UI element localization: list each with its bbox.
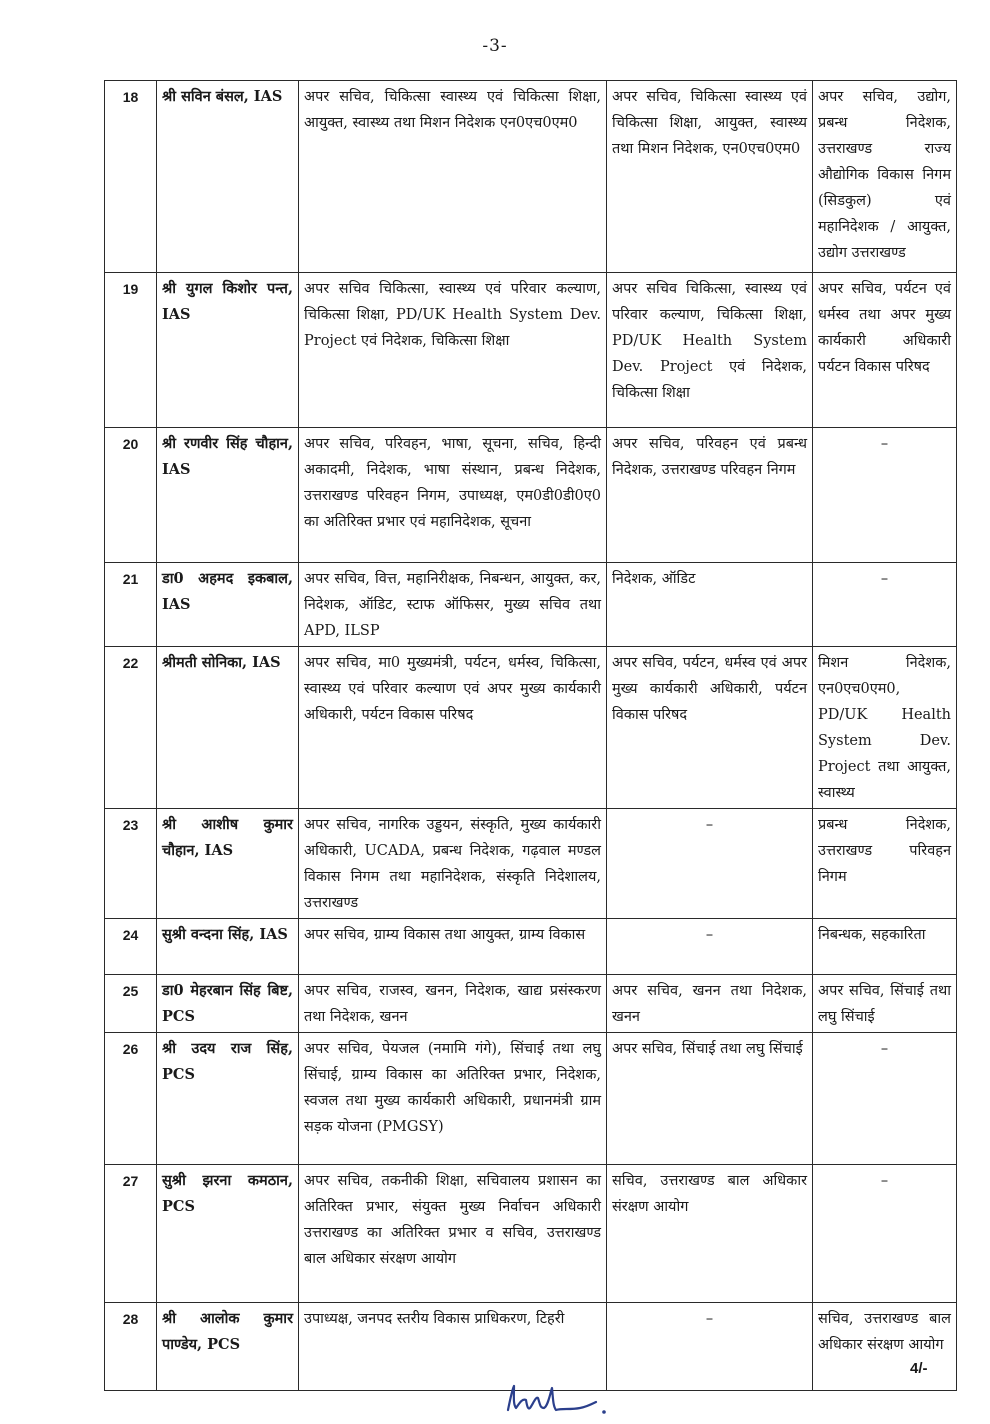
officer-name: डा0 अहमद इकबाल, IAS: [157, 563, 299, 647]
new-posting: –: [607, 809, 813, 919]
serial-number: 28: [105, 1303, 157, 1391]
page-number: -3-: [482, 36, 508, 56]
table-row: [105, 1033, 957, 1165]
serial-number: 25: [105, 975, 157, 1033]
new-posting: अपर सचिव, सिंचाई तथा लघु सिंचाई: [607, 1033, 813, 1165]
serial-number: 20: [105, 428, 157, 563]
table-row: [105, 1165, 957, 1303]
additional-posting: निबन्धक, सहकारिता: [813, 919, 957, 975]
officer-name: श्री उदय राज सिंह, PCS: [157, 1033, 299, 1165]
current-posting: अपर सचिव, परिवहन, भाषा, सूचना, सचिव, हिन्दी अकादमी, निदेशक, भाषा संस्थान, प्रबन्ध निदेशक, उत्तराखण्ड परिवहन निगम, उपाध्यक्ष, एम0डी0डी0ए0 का अतिरिक्त प्रभार एवं महानिदेशक, सूचना: [299, 428, 607, 563]
current-posting: अपर सचिव, वित्त, महानिरीक्षक, निबन्धन, आयुक्त, कर, निदेशक, ऑडिट, स्टाफ ऑफिसर, मुख्य सचिव तथा APD, ILSP: [299, 563, 607, 647]
new-posting: सचिव, उत्तराखण्ड बाल अधिकार संरक्षण आयोग: [607, 1165, 813, 1303]
new-posting: अपर सचिव, पर्यटन, धर्मस्व एवं अपर मुख्य कार्यकारी अधिकारी, पर्यटन विकास परिषद: [607, 647, 813, 809]
new-posting: निदेशक, ऑडिट: [607, 563, 813, 647]
table-row: [105, 563, 957, 647]
additional-posting: अपर सचिव, सिंचाई तथा लघु सिंचाई: [813, 975, 957, 1033]
officer-name: श्री आलोक कुमार पाण्डेय, PCS: [157, 1303, 299, 1391]
table-row: [105, 919, 957, 975]
new-posting: –: [607, 1303, 813, 1391]
current-posting: अपर सचिव, तकनीकी शिक्षा, सचिवालय प्रशासन का अतिरिक्त प्रभार, संयुक्त मुख्य निर्वाचन अधिकारी उत्तराखण्ड का अतिरिक्त प्रभार व सचिव, उत्तराखण्ड बाल अधिकार संरक्षण आयोग: [299, 1165, 607, 1303]
serial-number: 24: [105, 919, 157, 975]
serial-number: 19: [105, 273, 157, 428]
table-row: [105, 647, 957, 809]
additional-posting: सचिव, उत्तराखण्ड बाल अधिकार संरक्षण आयोग: [813, 1303, 957, 1391]
current-posting: अपर सचिव, नागरिक उड्डयन, संस्कृति, मुख्य कार्यकारी अधिकारी, UCADA, प्रबन्ध निदेशक, गढ़वाल मण्डल विकास निगम तथा महानिदेशक, संस्कृति निदेशालय, उत्तराखण्ड: [299, 809, 607, 919]
officer-name: श्रीमती सोनिका, IAS: [157, 647, 299, 809]
table-row: [105, 809, 957, 919]
additional-posting: प्रबन्ध निदेशक, उत्तराखण्ड परिवहन निगम: [813, 809, 957, 919]
new-posting: अपर सचिव, परिवहन एवं प्रबन्ध निदेशक, उत्तराखण्ड परिवहन निगम: [607, 428, 813, 563]
new-posting: अपर सचिव, चिकित्सा स्वास्थ्य एवं चिकित्सा शिक्षा, आयुक्त, स्वास्थ्य तथा मिशन निदेशक, एन0एच0एम0: [607, 81, 813, 273]
serial-number: 18: [105, 81, 157, 273]
signature: [500, 1378, 620, 1418]
officer-name: श्री रणवीर सिंह चौहान, IAS: [157, 428, 299, 563]
current-posting: अपर सचिव, मा0 मुख्यमंत्री, पर्यटन, धर्मस्व, चिकित्सा, स्वास्थ्य एवं परिवार कल्याण एवं अपर मुख्य कार्यकारी अधिकारी, पर्यटन विकास परिषद: [299, 647, 607, 809]
new-posting: अपर सचिव चिकित्सा, स्वास्थ्य एवं परिवार कल्याण, चिकित्सा शिक्षा, PD/UK Health System Dev. Project एवं निदेशक, चिकित्सा शिक्षा: [607, 273, 813, 428]
table-row: [105, 81, 957, 273]
current-posting: उपाध्यक्ष, जनपद स्तरीय विकास प्राधिकरण, टिहरी: [299, 1303, 607, 1391]
additional-posting: –: [813, 1033, 957, 1165]
current-posting: अपर सचिव, ग्राम्य विकास तथा आयुक्त, ग्राम्य विकास: [299, 919, 607, 975]
transfer-table: [104, 80, 957, 1391]
current-posting: अपर सचिव, पेयजल (नमामि गंगे), सिंचाई तथा लघु सिंचाई, ग्राम्य विकास का अतिरिक्त प्रभार, निदेशक, स्वजल तथा मुख्य कार्यकारी अधिकारी, प्रधानमंत्री ग्राम सड़क योजना (PMGSY): [299, 1033, 607, 1165]
serial-number: 21: [105, 563, 157, 647]
additional-posting: अपर सचिव, उद्योग, प्रबन्ध निदेशक, उत्तराखण्ड राज्य औद्योगिक विकास निगम (सिडकुल) एवं महानिदेशक / आयुक्त, उद्योग उत्तराखण्ड: [813, 81, 957, 273]
continuation-marker: 4/-: [910, 1360, 928, 1377]
table-row: [105, 975, 957, 1033]
officer-name: श्री आशीष कुमार चौहान, IAS: [157, 809, 299, 919]
serial-number: 27: [105, 1165, 157, 1303]
officer-name: श्री सविन बंसल, IAS: [157, 81, 299, 273]
new-posting: –: [607, 919, 813, 975]
officer-name: डा0 मेहरबान सिंह बिष्ट, PCS: [157, 975, 299, 1033]
serial-number: 22: [105, 647, 157, 809]
officer-name: सुश्री वन्दना सिंह, IAS: [157, 919, 299, 975]
table-row: [105, 273, 957, 428]
current-posting: अपर सचिव, चिकित्सा स्वास्थ्य एवं चिकित्सा शिक्षा, आयुक्त, स्वास्थ्य तथा मिशन निदेशक एन0एच0एम0: [299, 81, 607, 273]
officer-name: श्री युगल किशोर पन्त, IAS: [157, 273, 299, 428]
serial-number: 23: [105, 809, 157, 919]
table-row: [105, 428, 957, 563]
new-posting: अपर सचिव, खनन तथा निदेशक, खनन: [607, 975, 813, 1033]
current-posting: अपर सचिव चिकित्सा, स्वास्थ्य एवं परिवार कल्याण, चिकित्सा शिक्षा, PD/UK Health System Dev. Project एवं निदेशक, चिकित्सा शिक्षा: [299, 273, 607, 428]
current-posting: अपर सचिव, राजस्व, खनन, निदेशक, खाद्य प्रसंस्करण तथा निदेशक, खनन: [299, 975, 607, 1033]
additional-posting: –: [813, 428, 957, 563]
additional-posting: –: [813, 1165, 957, 1303]
additional-posting: अपर सचिव, पर्यटन एवं धर्मस्व तथा अपर मुख्य कार्यकारी अधिकारी पर्यटन विकास परिषद: [813, 273, 957, 428]
serial-number: 26: [105, 1033, 157, 1165]
additional-posting: –: [813, 563, 957, 647]
additional-posting: मिशन निदेशक, एन0एच0एम0, PD/UK Health System Dev. Project तथा आयुक्त, स्वास्थ्य: [813, 647, 957, 809]
officer-name: सुश्री झरना कमठान, PCS: [157, 1165, 299, 1303]
